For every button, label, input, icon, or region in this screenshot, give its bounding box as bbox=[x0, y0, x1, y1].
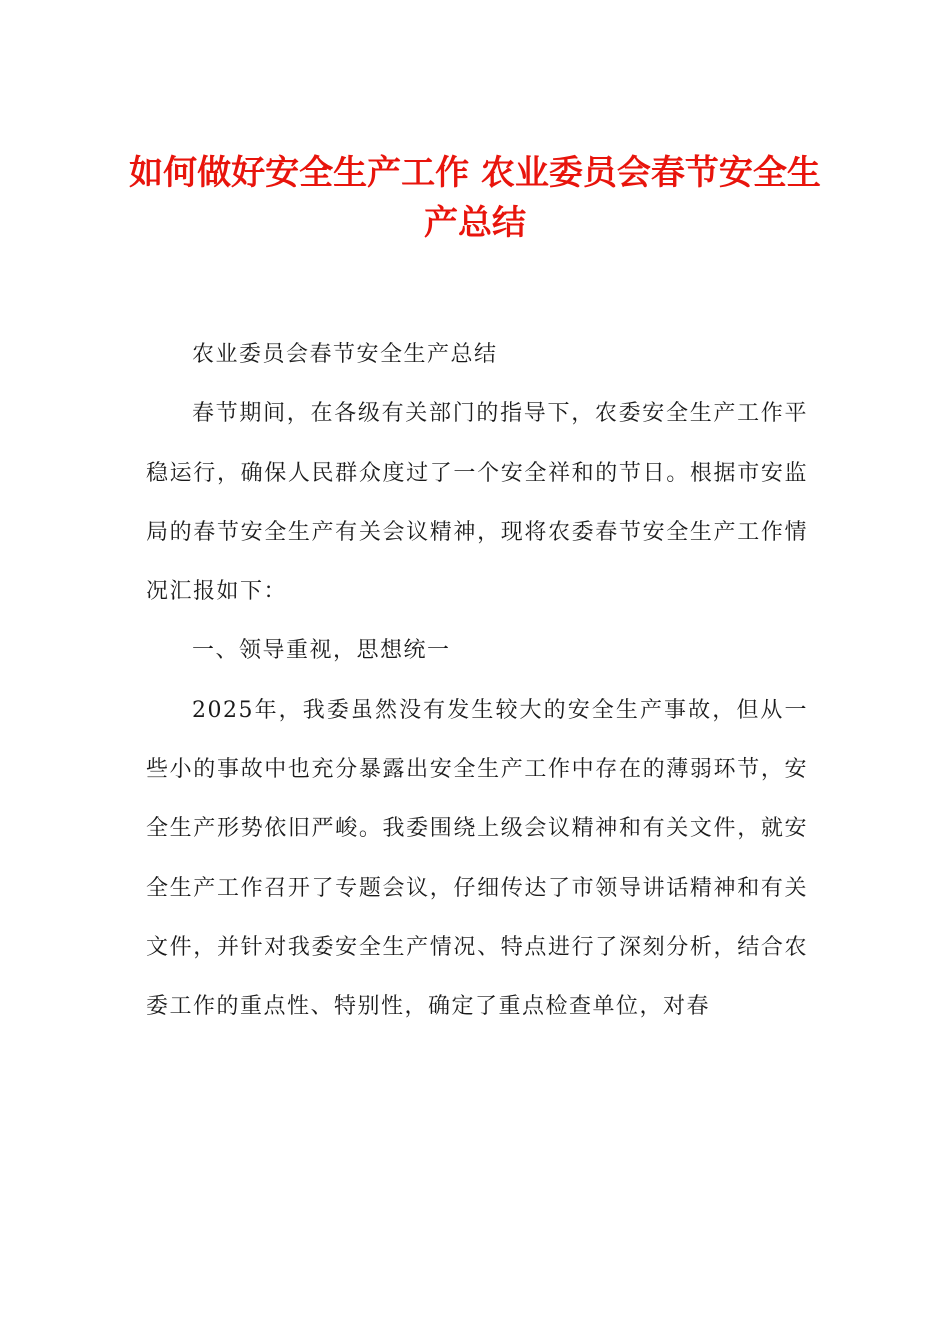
document-title: 如何做好安全生产工作 农业委员会春节安全生产总结 bbox=[129, 153, 821, 243]
body-paragraph: 2025年，我委虽然没有发生较大的安全生产事故，但从一些小的事故中也充分暴露出安全生产工作中存在的薄弱环节，安全生产形势依旧严峻。我委围绕上级会议精神和有关文件，就安全生产工作召开了专题会议，仔细传达了市领导讲话精神和有关文件，并针对我委安全生产情况、特点进行了深刻分析，结合农委工作的重点性、特别性，确定了重点检查单位，对春 bbox=[146, 697, 808, 1020]
intro-paragraph: 春节期间，在各级有关部门的指导下，农委安全生产工作平稳运行，确保人民群众度过了一个安全祥和的节日。根据市安监局的春节安全生产有关会议精神，现将农委春节安全生产工作情况汇报如下： bbox=[146, 401, 808, 605]
document-body bbox=[146, 325, 808, 1037]
subtitle-paragraph: 农业委员会春节安全生产总结 bbox=[192, 342, 498, 367]
section-heading: 一、领导重视，思想统一 bbox=[192, 638, 451, 664]
